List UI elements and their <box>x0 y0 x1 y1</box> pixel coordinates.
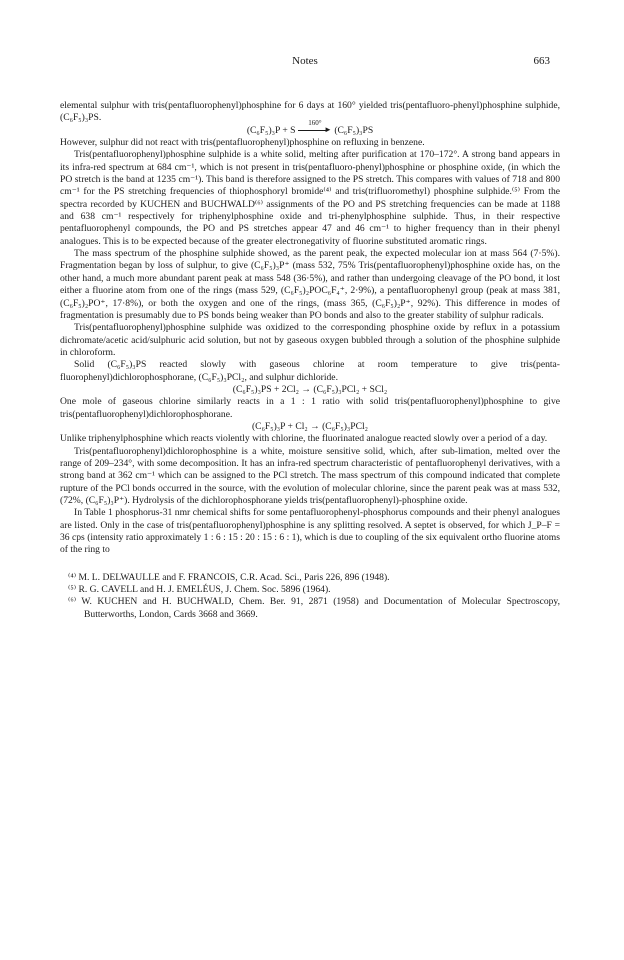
equation-chlorination-phosphine: (C₆F₅)₃P + Cl₂ → (C₆F₅)₃PCl₂ <box>251 420 369 432</box>
reference-4: ⁽⁴⁾ M. L. DELWAULLE and F. FRANCOIS, C.R. Acad. Sci., Paris 226, 896 (1948). <box>68 571 390 583</box>
article-body <box>60 100 560 621</box>
paragraph-1: elemental sulphur with tris(pentafluorophenyl)phosphine for 6 days at 160° yielded tris(pentafluoro-phenyl)phosphine sulphide, (C₆F₅)₃PS. <box>60 100 560 124</box>
paragraph-8: Unlike triphenylphosphine which reacts violently with chlorine, the fluorinated analogue reacted slowly over a period of a day. <box>60 433 548 445</box>
paragraph-7: One mole of gaseous chlorine similarly reacts in a 1 : 1 ratio with solid tris(pentafluorophenyl)phosphine to give tris(pentafluorophenyl)dichlorophosphorane. <box>60 396 560 420</box>
paragraph-4: The mass spectrum of the phosphine sulphide showed, as the parent peak, the expected molecular ion at mass 564 (7·5%). Fragmentation began by loss of sulphur, to give (C₆F₅)₃P⁺ (mass 532, 75% Tris(pentafluorophenyl)phosphine oxide has, on the other hand, a much more abundant parent peak at mass 548 (36·5%), and rather than undergoing cleavage of the PO bond, it lost either a fluorine atom from one of the rings (mass 529, (C₆F₅)₂POC₆F₄⁺, 2·9%), a pentafluorophenyl group (peak at mass 381, (C₆F₅)₂PO⁺, 17·8%), or both the oxygen and one of the rings, (mass 365, (C₆F₅)₂P⁺, 92%). This difference in modes of fragmentation is presumably due to PS bonds being weaker than PO bonds and also to the greater stability of sulphur radicals. <box>60 248 560 321</box>
page-header <box>60 55 550 71</box>
reference-5: ⁽⁵⁾ R. G. CAVELL and H. J. EMELÉUS, J. Chem. Soc. 5896 (1964). <box>68 584 331 596</box>
reaction-condition: 160° <box>308 119 322 128</box>
paragraph-5: Tris(pentafluorophenyl)phosphine sulphide was oxidized to the corresponding phosphine oxide by reflux in a potassium dichromate/acetic acid/sulphuric acid solution, but not by gaseous oxygen bubbled through a solution of the phosphine sulphide in chloroform. <box>60 322 560 358</box>
equation-chlorination-sulphide: (C₆F₅)₃PS + 2Cl₂ → (C₆F₅)₃PCl₂ + SCl₂ <box>232 383 388 395</box>
paragraph-2: However, sulphur did not react with tris(pentafluorophenyl)phosphine on refluxing in benzene. <box>60 137 425 149</box>
page-number: 663 <box>533 55 550 67</box>
paragraph-3: Tris(pentafluorophenyl)phosphine sulphide is a white solid, melting after purification at 170–172°. A strong band appears in its infra-red spectrum at 684 cm⁻¹, which is not present in tris(pentafluoro-phenyl)phosphine or phosphine oxide, (in which the PO stretch is the band at 1235 cm⁻¹). This band is therefore assigned to the PS stretch. This compares with values of 718 and 800 cm⁻¹ for the PS stretching frequencies of thiophosphoryl bromide⁽⁴⁾ and tris(trifluoromethyl) phosphine sulphide.⁽⁵⁾ From the spectra recorded by KUCHEN and BUCHWALD⁽⁶⁾ assignments of the PO and PS stretching frequencies can be made at 1188 and 638 cm⁻¹ respectively for triphenylphosphine oxide and tri-phenylphosphine sulphide. Thus, in their respective pentafluorophenyl compounds, the PO and PS stretches appear 47 and 46 cm⁻¹ to higher frequency than in their phenyl analogues. This is to be expected because of the greater electronegativity of fluorine substituted aromatic rings. <box>60 149 560 247</box>
equation-1-left: (C₆F₅)₃P + S <box>246 124 296 136</box>
reference-6: ⁽⁶⁾ W. KUCHEN and H. BUCHWALD, Chem. Ber. 91, 2871 (1958) and Documentation of Molecular Spectroscopy, Butterworths, London, Cards 3668 and 3669. <box>68 596 560 620</box>
paragraph-6: Solid (C₆F₅)₃PS reacted slowly with gaseous chlorine at room temperature to give tris(penta-fluorophenyl)dichlorophosphorane, (C₆F₅)₃PCl₂, and sulphur dichloride. <box>60 359 560 383</box>
paragraph-10: In Table 1 phosphorus-31 nmr chemical shifts for some pentafluorophenyl-phosphorus compounds and their phenyl analogues are listed. Only in the case of tris(pentafluorophenyl)phosphine is any splitting resolved. A septet is observed, for which J_P–F = 36 cps (intensity ratio approximately 1 : 6 : 15 : 20 : 15 : 6 : 1), which is due to coupling of the six equivalent ortho fluorine atoms of the ring to <box>60 507 560 556</box>
paragraph-9: Tris(pentafluorophenyl)dichlorophosphine is a white, moisture sensitive solid, which, after sub-limation, melted over the range of 209–234°, with some decomposition. It has an infra-red spectrum characteristic of pentafluorophenyl derivatives, with a strong band at 362 cm⁻¹ which can be assigned to the PCl stretch. The mass spectrum of this compound indicated that complete rupture of the PCl bonds occurred in the source, with the evolution of molecular chlorine, since the parent peak was at mass 532, (72%, (C₆F₅)₃P⁺). Hydrolysis of the dichlorophosphorane yields tris(pentafluorophenyl)-phosphine oxide. <box>60 445 560 506</box>
equation-sulphurization <box>60 119 560 137</box>
reaction-arrow: 160° ► <box>298 125 332 135</box>
equation-1-right: (C₆F₅)₃PS <box>334 124 374 136</box>
references <box>60 572 560 621</box>
running-title: Notes <box>292 55 318 67</box>
